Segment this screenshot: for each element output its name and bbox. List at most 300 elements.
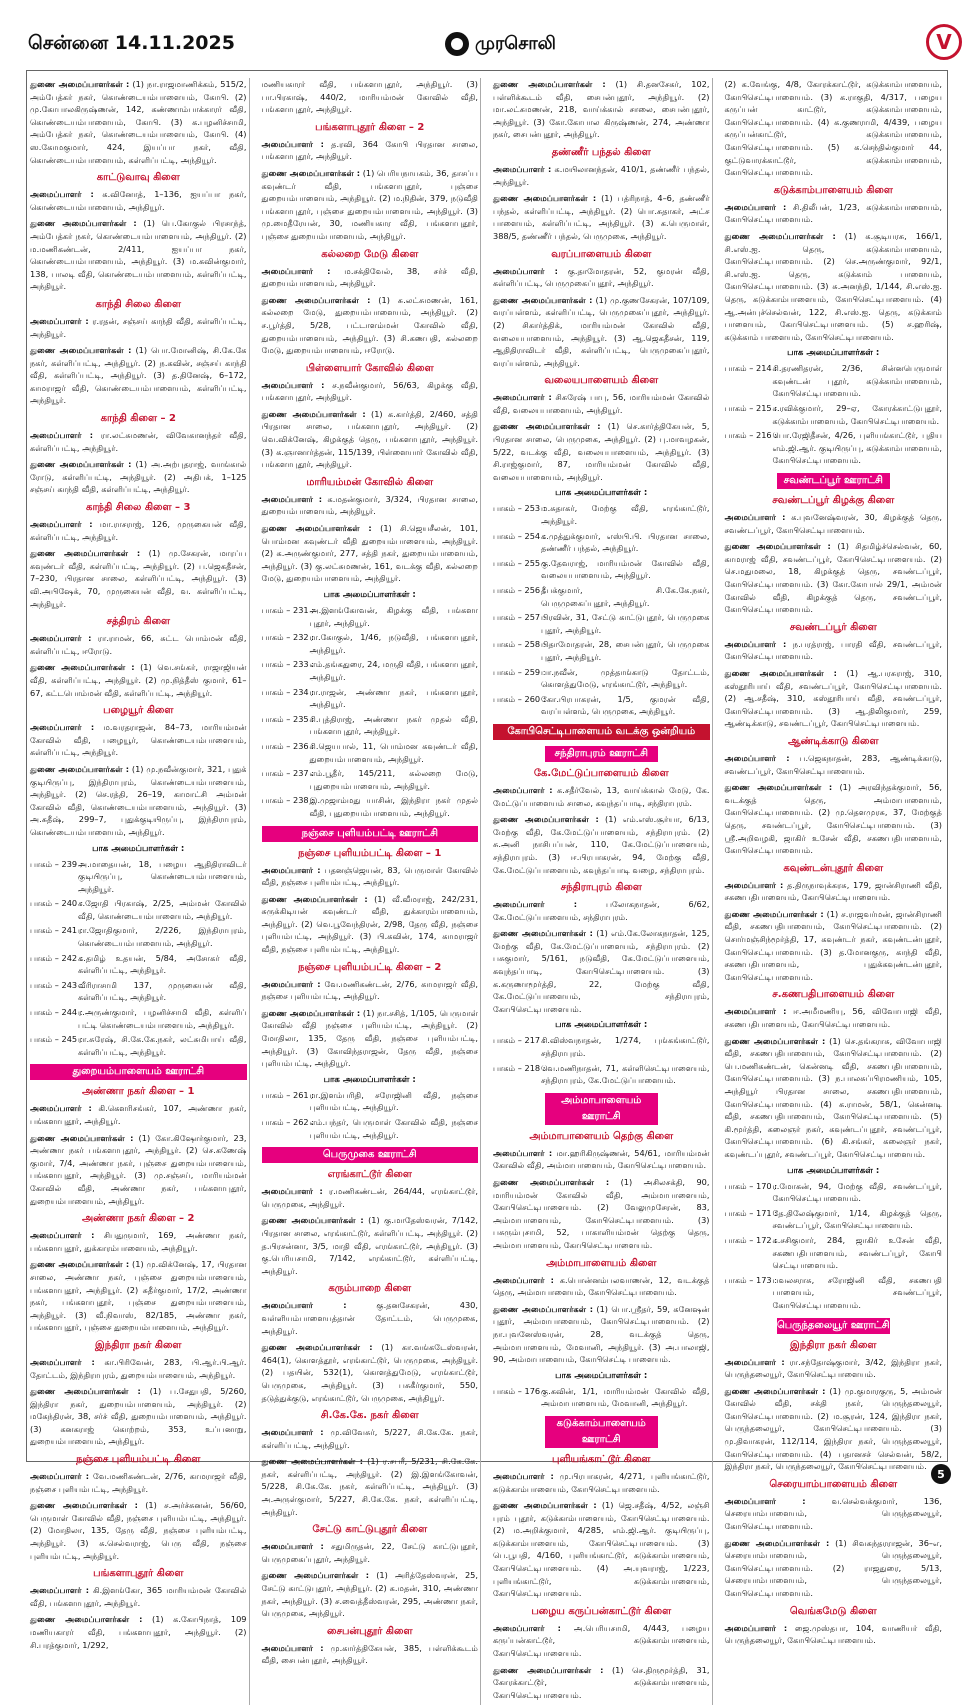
part-organiser-details: அ.இளங்கோவன், கிழக்கு வீதி, பங்களா புதூர், அந்தியூர்.: [309, 605, 478, 628]
part-number: பாகம் – 237 :: [261, 768, 314, 779]
organiser-entry: [262, 978, 479, 1003]
role-label: அமைப்பாளர் :: [493, 1274, 554, 1285]
organiser-entry: [493, 163, 710, 188]
organiser-details: (1) சிவசுந்தரராஜன், 36–எ, செரையாம்பாளையம், பெருந்தலையூர், கோபிசெட்டிபாளையம். (2) ராஜதுரை, 5/13, செரையாம்பாளையம், பெருந்தலையூர், கோபிசெட்டிபாளையம்.: [724, 1537, 942, 1598]
part-organiser-details: தே.திலேஷ்குமார், 1/14, கிழக்குத் தெரு, சவண்டப்பூர், கோபிசெட்டிபாளையம்.: [772, 1207, 942, 1231]
organiser-entry: [725, 908, 943, 984]
organiser-entry: [30, 1385, 247, 1448]
section-subheading: பாக அமைப்பாளர்கள் :: [323, 590, 416, 600]
organiser-entry: [262, 864, 479, 889]
role-label: துணை அமைப்பாளர்கள் :: [30, 763, 129, 774]
organiser-entry: [725, 540, 943, 616]
branch-heading: சந்திராபுரம் கிளை: [560, 882, 642, 894]
organiser-entry: [30, 518, 247, 543]
organiser-entry: [30, 344, 247, 407]
organiser-entry: [30, 1102, 247, 1127]
role-label: அமைப்பாளர் :: [493, 899, 578, 910]
role-label: அமைப்பாளர் :: [724, 752, 790, 763]
organiser-entry: [30, 458, 247, 496]
role-label: அமைப்பாளர் :: [724, 1622, 788, 1633]
role-label: துணை அமைப்பாளர்கள் :: [30, 1500, 138, 1511]
part-organiser-details: ரா.இளம்பரிதி, சரோஜினி வீதி, நஞ்சை புளியம்பட்டி, அந்தியூர்.: [309, 1089, 478, 1113]
organiser-entry: [725, 1537, 943, 1600]
part-number: பாகம் – 261 :: [261, 1089, 314, 1100]
branch-heading: நஞ்சை புளியம்பட்டி கிளை – 1: [298, 847, 442, 859]
section-subheading: பாக அமைப்பாளர்கள் :: [787, 348, 880, 359]
part-organiser-row: [493, 1062, 710, 1087]
organiser-entry: [493, 78, 710, 141]
part-organiser-row: [493, 557, 710, 582]
part-organiser-details: வெ.மணிநாதன், 71, கள்ளிசெட்டிபாளையம், சந்திராபுரம், கே.மேட்டுப்பாளையம்.: [541, 1062, 710, 1086]
union-banner: கோபிசெட்டிபாளையம் வடக்கு ஒன்றியம்: [493, 724, 710, 740]
organiser-entry: [493, 420, 710, 483]
organiser-details: (1) ஆ.பரசுராஜ், 310, கஸ்தூரிபாய் வீதி, சவண்டப்பூர், கோபிசெட்டிபாளையம். (2) ஆ.சதீஷ், 310, கஸ்தூரிபாய் வீதி, சவண்டப்பூர், கோபிசெட்டிபாளையம். (3) ஆ.திலிகுமார், 259, ஆண்டிக்காடு, சவண்டப்பூர், கோபிசெட்டிபாளையம்.: [724, 667, 942, 729]
branch-heading: எரங்காட்டூர் கிளை: [327, 1169, 412, 1181]
role-label: அமைப்பாளர் :: [724, 1356, 785, 1367]
part-organiser-details: ச.ஜோதி பிரகாஷ், 2/25, அம்மன் கோவில் வீதி, கொண்டையம்பாளையம், அந்தியூர்.: [78, 898, 247, 921]
organiser-entry: [30, 547, 247, 610]
organiser-details: (1) சி.தனசேகர், 102, பள்ளிக்கூடம் வீதி, சைபன்புதூர், அந்தியூர். (2) மா.லட்சுமணன், 218, வாய்க்கால் சாலை, சைபன்புதூர், அந்தியூர். (3) கோ.கோபால கிருஷ்ணன், 274, அண்ணா நகர், சைபன்புதூர், அந்தியூர்.: [493, 79, 710, 140]
part-organiser-row: [725, 429, 943, 467]
organiser-entry: [262, 167, 479, 243]
organiser-details: (1) அசிலசக்தி, 90, மாரியம்மன் கோவில் வீதி, அம்மாபாளையம், கோபிசெட்டிபாளையம். (2) வேலுமுசேரன், 83, அம்மாபாளையம், கோபிசெட்டிபாளையம். (3) பசுரும்புசாமி, 52, பாகாளியம்மன் தெற்கு தெரு, அம்மாபாளையம், கோபிசெட்டிபாளையம்.: [493, 1177, 710, 1250]
panchayat-banner: பெருந்தலையூர் ஊராட்சி: [777, 1318, 890, 1334]
role-label: அமைப்பாளர் :: [493, 1622, 561, 1633]
part-number: பாகம் – 214 :: [724, 363, 777, 374]
role-label: அமைப்பாளர் :: [261, 493, 323, 504]
part-number: பாகம் – 258 :: [493, 639, 546, 650]
part-organiser-details: ச.ரவிக்குமார், 29–ஏ, கோரக்காட்டுபுதூர், கடுக்காம்பாளையம், கோபிசெட்டிபாளையம்.: [772, 403, 942, 426]
organiser-entry: [30, 188, 247, 213]
organiser-details: (1) அரவிந்தக்குமார், 56, வடக்குத் தெரு, அம்மாபாளையம், கோபிசெட்டிபாளையம். (2) மு.தெளமுரசு, 37, மேற்குத் தெரு, சவண்டப்பூர், கோபிசெட்டிபாளையம். (3) ஸ்ரீ.அறிவழகி, ஜாகிர் உசேன் வீதி, சகணபதிபாளையம், கோபிசெட்டிபாளையம்.: [724, 782, 943, 856]
organiser-details: (1) கா.வங்கடேஸ்வரன், 464(1), கொளத்தூர், எரங்காட்டூர், பெருமுகை, அந்தியூர். (2) பதயின், 532(1), கொளத்துமேடு, எரங்காட்டூர், பெருமுகை, அந்தியூர். (3) பசுகீர்குமார், 550, தடுத்துக்குடு, எரங்காட்டூர், பெருமுகை, அந்தியூர்.: [261, 1342, 479, 1403]
part-organiser-details: ரா.கோகுல், 1/46, நடுவீதி, பங்களாபுதூர், அந்தியூர்.: [309, 632, 478, 655]
organiser-details: ஈ.அமீமணியு, 56, விவோபாஜி வீதி, சகணபதிபாளையம், கோபிசெட்டிபாளையம்.: [724, 1006, 942, 1030]
role-label: அமைப்பாளர் :: [261, 265, 331, 276]
part-organiser-details: ர.அருண்குமார், பழனிச்சாமி வீதி, கள்ளிப் பட்டி கொண்டையம்பாளையம், அந்தியூர்.: [78, 1007, 247, 1030]
role-label: துணை அமைப்பாளர்கள் :: [493, 1177, 610, 1187]
elephant-emblem-icon: [445, 32, 469, 56]
organiser-details: கு.தாமோதரன், 52, குமரன் வீதி, கள்ளிப்பட்டி, பெருமுகைப்புதூர், அந்தியூர்.: [493, 265, 710, 289]
role-label: அமைப்பாளர் :: [724, 1495, 806, 1506]
branch-heading: காந்தி சிலை கிளை – 3: [86, 502, 191, 514]
part-organiser-details: ர.மோகன், 94, மேற்கு வீதி, சவண்டப்பூர், கோபிசெட்டிபாளையம்.: [772, 1180, 942, 1204]
role-label: துணை அமைப்பாளர்கள் :: [493, 1303, 594, 1314]
organiser-entry: [493, 294, 710, 370]
branch-heading: இந்திரா நகர் கிளை: [790, 1339, 877, 1351]
organiser-details: (1) எம்.எஸ்.சூர்யா, 6/13, மேற்கு வீதி, கே.மேட்டுப்பாளையம், சந்திராபுரம். (2) சு.அனி நாசிபப்பன், 110, கே.மேட்டுப்பாளையம், சந்திராபுரம். (3) ஈ.பிரபாகரன், 94, மேற்கு வீதி, கே.மேட்டுப்பாளையம், கவுந்தப்பாடி வழை, சந்திராபுரம்.: [493, 814, 710, 875]
part-organiser-row: [493, 693, 710, 718]
organiser-details: (1) செ.திருமூர்த்தி, 31, கோரக்காட்டூர், கடுக்காம்பாளையம், கோபிசெட்டிபாளையம்.: [493, 1664, 710, 1700]
organiser-details: சிசுரேஷ் பாபு, 56, மாரியம்மன் கோவில் வீதி, வலையபாளையம், அந்தியூர்.: [493, 392, 710, 415]
organiser-entry: [30, 721, 247, 759]
organiser-entry: [493, 1499, 710, 1600]
organiser-entry: [30, 661, 247, 699]
organiser-details: (1) அ.அற்புதராஜ், வாங்கால் ரோடு, கள்ளிப்பட்டி, அந்தியூர். (2) அதிபக், 1–125 சஞ்சய் காந்தி வீதி, கள்ளிப்பட்டி, அந்தியூர்.: [30, 459, 247, 495]
branch-heading: சவண்டப்பூர் கிளை: [789, 621, 877, 633]
part-number: பாகம் – 255 :: [493, 557, 546, 568]
role-label: துணை அமைப்பாளர்கள் :: [30, 345, 132, 356]
organiser-entry: [262, 1540, 479, 1565]
role-label: அமைப்பாளர் :: [261, 864, 321, 875]
panchayat-banner: துறையம்பாளையம் ஊராட்சி: [30, 1064, 247, 1080]
organiser-entry: [262, 1455, 479, 1518]
organiser-entry: [725, 1005, 943, 1030]
role-label: துணை அமைப்பாளர்கள் :: [493, 421, 601, 432]
role-label: அமைப்பாளர் :: [261, 1541, 324, 1552]
branch-heading: கரும்பாறை கிளை: [328, 1283, 412, 1295]
section-subheading: பாக அமைப்பாளர்கள் :: [323, 1074, 416, 1085]
part-organiser-row: [493, 611, 710, 636]
organiser-entry: [725, 752, 943, 777]
organiser-entry: [262, 1185, 479, 1210]
organiser-details: ம.சக்திவேல், 38, சர்ச் வீதி, துறையம்பாளையம், அந்தியூர்.: [261, 265, 478, 289]
part-organiser-row: [262, 794, 479, 819]
organiser-entry: [262, 1341, 479, 1404]
organiser-details: (1) மு.குமாரகுரு, 5, அம்மன் கோவில் வீதி, சக்தி நகர், பெருந்தலையூர், கோபிசெட்டிபாளையம். (2) ம.சூரன், 124, இந்திரா நகர், பெருந்தலையூர், கோபிசெட்டிபாளையம். (3) மு.திவாகரன், 112/114, இந்திரா நகர், பெருந்தலையூர், கோபிசெட்டிபாளையம். (4) பதானசச் செல்வன், 58/2, இந்திரா நகர், பெருந்தலையூர், கோபிசெட்டிபாளையம்.: [724, 1385, 943, 1472]
part-organiser-details: பொ.ரேஜிதீசன், 4/26, புளியங்காட்டூர், புதிய எம்.ஜி.ஆர். குடியிருப்பு, கடுக்காம்பாளையம், கோபிசெட்டிபாளையம்.: [772, 430, 942, 466]
part-organiser-row: [262, 658, 479, 683]
organiser-entry: [725, 1356, 943, 1381]
organiser-details: (1) செ.தங்கராசு, விவோபாஜி வீதி, சகணபதிபாளையம், கோபிசெட்டிபாளையம். (2) பெ.மணிகண்டன், கென்னடி வீதி, சகணபதிபாளையம், கோபிசெட்டிபாளையம். (3) ந.பாலசுப்பிரமணியம், 105, அந்தியூர் பிரதான சாலை, சகணபதிபாளையம், கோபிசெட்டிபாளையம். (4) க.ராமன், 58/1, கென்னடி வீதி, சகணபதிபாளையம், கோபிசெட்டிபாளையம். (5) கி.மூர்த்தி, கலைஞர் நகர், கவுண்டப்புதூர், சவண்டப்பூர், கோபிசெட்டிபாளையம். (6) கி.சங்கர், கலைஞர் நகர், கவுண்டப்புதூர், சவண்டப்பூர், கோபிசெட்டிபாளையம்.: [724, 1035, 942, 1159]
branch-heading: சத்திரம் கிளை: [106, 616, 171, 628]
part-number: பாகம் – 257 :: [493, 612, 546, 623]
organiser-details: ப.ஜெகநாதன், 283, ஆண்டிக்காடு, சவண்டப்பூர், கோபிசெட்டிபாளையம்.: [724, 752, 942, 776]
part-number: பாகம் – 239 :: [30, 858, 83, 869]
organiser-details: க.மயிலானந்தன், 410/1, தண்ணீர் பந்தல், அந்தியூர்.: [493, 163, 710, 187]
part-organiser-details: பிதாமோதரன், 28, சைபன்புதூர், பெருமுகை புதூர், அந்தியூர்.: [541, 639, 710, 662]
role-label: துணை அமைப்பாளர்கள் :: [30, 1386, 141, 1397]
part-number: பாகம் – 171 :: [724, 1207, 777, 1218]
section-subheading: பாக அமைப்பாளர்கள் :: [555, 488, 648, 499]
role-label: அமைப்பாளர் :: [493, 1147, 553, 1158]
part-organiser-row: [262, 1116, 479, 1141]
organiser-details: (1) சிதமிழ்ச்செல்வன், 60, காமராஜ் வீதி, சவண்டப்பூர், கோபிசெட்டிபாளையம். (2) செ.மதுமலை, 18, கிழக்குத் தெரு, சவண்டப்பூர், கோபிசெட்டிபாளையம். (3) கோ.கோபால் 29/1, அம்மன் கோவில் வீதி, கிழக்குத் தெரு, சவண்டப்பூர், கோபிசெட்டிபாளையம்.: [724, 541, 942, 615]
part-organiser-row: [725, 1207, 943, 1232]
branch-heading: ஆண்டிக்காடு கிளை: [788, 735, 879, 747]
panchayat-banner: சவண்டப்பூர் ஊராட்சி: [777, 473, 890, 489]
role-label: அமைப்பாளர் :: [261, 1300, 347, 1311]
branch-heading: நஞ்சை புளியம்பட்டி கிளை: [76, 1454, 201, 1466]
organiser-entry: [725, 667, 943, 730]
organiser-details: மா.ராசராஜ், 126, முருகையன் வீதி, கள்ளிப்பட்டி, அந்தியூர்.: [30, 519, 247, 542]
part-organiser-row: [262, 604, 479, 629]
part-organiser-row: [725, 402, 943, 427]
part-organiser-details: அ.மாதையன், 18, பழைய ஆதிதிராவிடர் குடியிருப்பு, கொண்டையம்பாளையம், அந்தியூர்.: [78, 858, 247, 894]
organiser-details: (1) வெ.சங்கர், ராஜாஜியன் வீதி, கள்ளிப்பட்டி, அந்தியூர். (2) மு.நித்தீஸ் குமார், 61–67, கட்டபொம்மன் வீதி, கள்ளிப்பட்டி, அந்தியூர்.: [30, 662, 247, 698]
organiser-details: (1) ஜெ.சதீஷ், 4/52, லஞ்சி புரம் புதூர், கடுக்காம்பாளையம், கோபிசெட்டிபாளையம். (2) ம.அறிக்குமார், 4/285, எம்.ஜி.ஆர். குடியிருப்பு, கடுக்காம்பாளையம், கோபிசெட்டிபாளையம். (3) பெ.பூபதி, 4/160, புளியங்காட்டூர், கடுக்காம்பாளையம், கோபிசெட்டிபாளையம். (4) அ.யுவராஜ், 1/223, புளியங்காட்டூர், கடுக்காம்பாளையம், கோபிசெட்டிபாளையம்.: [493, 1500, 710, 1599]
role-label: அமைப்பாளர் :: [261, 978, 321, 989]
part-organiser-row: [262, 631, 479, 656]
organiser-details: க.புவனேஷ்வரன், 30, கிழக்குத் தெரு, சவண்டப்பூர், கோபிசெட்டிபாளையம்.: [724, 512, 942, 535]
part-number: பாகம் – 236 :: [261, 740, 314, 751]
role-label: துணை அமைப்பாளர்கள் :: [261, 1570, 370, 1581]
role-label: அமைப்பாளர் :: [30, 1103, 92, 1114]
organiser-details: (1) எம்.கே.லோகநாதன், 125, மேற்கு வீதி, கே.மேட்டுப்பாளையம், சந்திராபுரம். (2) பசுகுமார், 5/161, நடுவீதி, கே.மேட்டுப்பாளையம், கவுந்தப்பாடி, கோபிசெட்டிபாளையம். (3) க.கருணாமூர்த்தி, 22, மேற்கு வீதி, கே.மேட்டுப்பாளையம், சந்திராபுரம், கோபிசெட்டிபாளையம்.: [493, 928, 710, 1014]
organiser-details: க.வினோத், 1–136, ஐயப்பா நகர், கொண்டையம்பாளையம், அந்தியூர்.: [30, 189, 247, 212]
organiser-entry: [30, 1258, 247, 1334]
part-organiser-details: இ.முஜாம்மது யாசின், இந்திரா நகர் முதல் வீதி, புதுறையம்பாளையம், அந்தியூர்.: [309, 795, 478, 818]
branch-heading: காந்தி கிளை – 2: [100, 413, 176, 425]
part-number: பாகம் – 243 :: [30, 979, 83, 990]
organiser-entry: [30, 1132, 247, 1208]
organiser-details: கி.இளங்கோ, 365 மாரியம்மன் கோவில் வீதி, பங்களாபுதூர், அந்தியூர்.: [30, 1585, 247, 1608]
organiser-details: (1) சி.ஜெயசீலன், 101, பொம்மன கவுண்டர் வீதி துறையம்பாளையம், அந்தியூர். (2) க.அருண்குமார், 277, சத்தி நகர், துறையம்பாளையம், அந்தியூர். (3) கு.லட்சுமணன், 161, வடக்கு வீதி, கல்லறை மேடு, துறையம்பாளையம், அந்தியூர்.: [261, 523, 478, 584]
organiser-entry: [262, 1426, 479, 1451]
organiser-details: க.சதீர்வேல், 13, வாய்க்கால் மேடு, கே. மேட்டுப்பாளையம் சாலை, கவுந்தப்பாடி, சந்திராபுரம்.: [493, 784, 710, 808]
organiser-details: அ.பெரியசாமி, 4/443, பழைய கருப்பன்காட்டூர், கடுக்காம்பாளையம், கோபிசெட்டிபாளையம்.: [493, 1622, 710, 1659]
part-number: பாகம் – 241 :: [30, 925, 83, 936]
organiser-details: சி.திலீபன், 1/23, கடுக்காம்பாளையம், கோபிசெட்டிபாளையம்.: [724, 201, 942, 225]
organiser-entry: [493, 1147, 710, 1172]
organiser-entry: [30, 315, 247, 340]
organiser-details: ரா.ராமன், 66, சுட்ட பொம்மன் வீதி, கள்ளிப்பட்டி, ஈரோடு.: [30, 633, 247, 656]
branch-heading: சவண்டப்பூர் கிழக்கு கிளை: [772, 495, 895, 507]
organiser-details: (1) மு.குணசேகரன், 107/109, வரப்பள்ளம், கள்ளிப்பட்டி, பெருமுகைப்புதூர், அந்தியூர். (2) சிகார்த்திக், மாரியம்மன் கோவில் வீதி, வலையபாளையம், அந்தியூர். (3) ஆ.ஜெகதீசன், 119, ஆதிதிராவிடர் வீதி, கள்ளிப்பட்டி, பெருமுகைப்புதூர், வரப்பள்ளம், அந்தியூர்.: [493, 294, 710, 368]
role-label: துணை அமைப்பாளர்கள் :: [30, 548, 141, 559]
organiser-entry: [725, 1622, 943, 1647]
part-number: பாகம் – 176 :: [493, 1385, 546, 1396]
role-label: அமைப்பாளர் :: [30, 430, 93, 441]
section-subheading: பாக அமைப்பாளர்கள் :: [787, 1165, 880, 1176]
branch-heading: வலையபாளையம் கிளை: [544, 375, 659, 387]
role-label: அமைப்பாளர் :: [724, 638, 787, 649]
organiser-details: மா.ஹரிகிருஷ்ணன், 54/61, மாரியம்மன் கோவில் வீதி, அம்மாபாளையம், கோபிசெட்டிபாளையம்.: [493, 1147, 710, 1171]
organiser-entry: [262, 408, 479, 471]
organiser-details: ர.ரதன், சஞ்சய் காந்தி வீதி, கள்ளிப்பட்டி, அந்தியூர்.: [30, 315, 247, 339]
organiser-details: (1) பொ.மோனிஷ், சி.கே.கே நகர், கள்ளிப்பட்டி, அந்தியூர். (2) ந.கவின், சஞ்சய் காந்தி வீதி, கள்ளிப்பட்டி, அந்தியூர். (3) த.தினேஷ், 6–172, காமராஜர் வீதி, கொண்டையம்பாளையம், கள்ளிப்பட்டி, அந்தியூர்.: [30, 345, 247, 406]
organiser-details: ஜை.முஸ்தபா, 104, வாணியர் வீதி, பெருந்தலையூர், கோபிசெட்டிபாளையம்.: [724, 1622, 942, 1646]
part-organiser-row: [493, 584, 710, 609]
column-2: [262, 78, 482, 1705]
part-organiser-row: [493, 530, 710, 555]
part-organiser-row: [30, 952, 247, 977]
part-organiser-row: [725, 1234, 943, 1272]
role-label: அமைப்பாளர் :: [30, 722, 95, 733]
branch-heading: சேட்டு காட்டுபுதூர் கிளை: [312, 1524, 428, 1536]
organiser-entry: [725, 638, 943, 663]
part-number: பாகம் – 259 :: [493, 666, 546, 677]
organiser-entry: [262, 1007, 479, 1070]
organiser-entry: [262, 493, 479, 518]
organiser-entry: [725, 879, 943, 904]
branch-heading: சி.கே.கே. நகர் கிளை: [320, 1410, 419, 1422]
organiser-details: வே.மணிகண்டன், 2/76, காமராஜர் வீதி, நஞ்சை புளியம்பட்டி, அந்தியூர்.: [261, 978, 478, 1002]
role-label: அமைப்பாளர் :: [30, 1471, 90, 1482]
organiser-entry: [493, 1664, 710, 1702]
column-3: [493, 78, 713, 1705]
role-label: துணை அமைப்பாளர்கள் :: [724, 908, 824, 919]
part-organiser-details: பவலசராசு, சரோஜினி வீதி, சகணபதி பாளையம், சவண்டப்பூர், கோபிசெட்டிபாளையம்.: [772, 1274, 942, 1310]
part-organiser-details: கோ.பிரபாகரன், 1/5, குமரன் வீதி, வரப்பள்ளம், பெருமுகை, அந்தியூர்.: [541, 693, 710, 717]
organiser-details: ர.மணிகண்டன், 264/44, எரங்காட்டூர், பெருமுகை, அந்தியூர்.: [261, 1186, 478, 1209]
branch-heading: சைபன்புதூர் கிளை: [326, 1625, 413, 1637]
role-label: துணை அமைப்பாளர்கள் :: [493, 193, 597, 204]
organiser-entry: [30, 1613, 247, 1651]
organiser-entry: [30, 78, 247, 166]
role-label: துணை அமைப்பாளர்கள் :: [724, 1385, 826, 1396]
section-subheading: பாக அமைப்பாளர்கள் :: [555, 1370, 648, 1381]
part-organiser-details: தீபக்குமார், சி.கே.கே.நகர், பெருமுகைப்புதூர், அந்தியூர்.: [541, 585, 710, 608]
part-organiser-details: சி.ஜெயபால், 11, பொம்மன கவுண்டர் வீதி, துறையம்பாளையம், அந்தியூர்.: [309, 740, 478, 764]
part-number: பாகம் – 170 :: [724, 1180, 777, 1191]
organiser-details: மு.பிரபாகரன், 4/271, புளியங்காட்டூர், கடுக்காம்பாளையம், கோபிசெட்டிபாளையம்.: [493, 1470, 710, 1494]
organiser-details: (1) க.கோபிநாத், 109 மணியகாரர் வீதி, பங்களாபுதூர், அந்தியூர். (2) சி.பரத்குமார், 1/292,: [30, 1614, 247, 1650]
branch-heading: நஞ்சை புளியம்பட்டி கிளை – 2: [298, 961, 442, 973]
panchayat-banner: சந்திராபுரம் ஊராட்சி: [545, 746, 658, 762]
organiser-entry: [493, 192, 710, 242]
part-organiser-details: எம்.பூதீர், 145/211, கல்லறை மேடு, புதுறையம்பாளையம், அந்தியூர்.: [309, 768, 478, 791]
branch-heading: இந்திரா நகர் கிளை: [95, 1339, 182, 1351]
role-label: அமைப்பாளர் :: [724, 1006, 787, 1017]
part-organiser-row: [30, 979, 247, 1004]
part-organiser-row: [493, 1385, 710, 1410]
part-number: பாகம் – 172 :: [724, 1234, 777, 1245]
organiser-details: சதுமிருதன், 22, சேட்டு காட்டுபுதூர், பெருமுகைப்புதூர், அந்தியூர்.: [261, 1541, 478, 1564]
organiser-entry: [262, 893, 479, 956]
branch-heading: பங்களாபுதூர் கிளை: [93, 1568, 184, 1580]
organiser-details: (1) கோ.கிஷோர்குமார், 23, அண்ணா நகர் பங்களாபுதூர், அந்தியூர். (2) செ.கணேஷ் குமார், 7/4, அண்ணா நகர், புஞ்சை துறையம்பாளையம், பங்களாபுதூர், அந்தியூர். (3) மு.சஞ்சய், மாரியம்மன் கோவில் வீதி, அண்ணா நகர், பங்களாபுதூர், துறையம்பாளையம், அந்தியூர்.: [30, 1132, 247, 1206]
organiser-entry: [725, 781, 943, 857]
part-organiser-row: [725, 1180, 943, 1205]
organiser-details: வ.செல்வக்குமார், 136, செரையாம்பாளையம், பெருந்தலையூர், கோபிசெட்டிபாளையம்.: [724, 1495, 942, 1532]
organiser-entry: [262, 265, 479, 290]
part-organiser-details: கு.தேவராஜ், மாரியம்மன் கோவில் வீதி, வலையபாளையம், அந்தியூர்.: [541, 557, 710, 581]
organiser-details: க.மதன்குமார், 3/324, பிரதான சாலை, துறையம்பாளையம், அந்தியூர்.: [261, 493, 478, 517]
part-number: பாகம் – 242 :: [30, 952, 83, 963]
branch-heading: பங்களாபுதூர் கிளை – 2: [315, 121, 425, 133]
organiser-details: (1) ச.ராஜவர்மன், ஜான்சிராணி வீதி, சகணபதிபாளையம், கோபிசெட்டிபாளையம். (2) சொர்மஞ்சிந்மூர்த்தி, 17, கவுண்டர் நகர், கவுண்டன்புதூர், கோபிசெட்டிபாளையம். (3) த.மோனகுரு, காந்தி வீதி, சகணபதிபாளையம், புதுக்கவுண்டன்புதூர், கோபிசெட்டிபாளையம்.: [724, 908, 942, 982]
branch-heading: செரையாம்பாளையம் கிளை: [769, 1478, 898, 1490]
page-number: 5: [931, 1464, 951, 1484]
masthead: [20, 22, 962, 66]
role-label: அமைப்பாளர் :: [261, 138, 324, 149]
organiser-details: மு.விவேசுர், 5/227, சி.கே.கே. நகர், கள்ளிப்பட்டி, அந்தியூர்.: [261, 1427, 478, 1450]
organiser-details: (1) பத்ரிநாத், 4–6, தண்ணீர் பந்தல், கள்ளிப்பட்டி, அந்தியூர். (2) பொ.சுதாகர், அட்ச பாளையம், கள்ளிப்பட்டி, அந்தியூர். (3) க.பெருமாள், 388/5, தண்ணீர் பந்தல், பெருமுகை, அந்தியூர்.: [493, 193, 710, 241]
organiser-details: ம.வரதராஜன், 84–73, மாரியம்மன் கோவில் வீதி, பழையூர், கொண்டையம்பாளையம், கள்ளிப்பட்டி, அந்தியூர்.: [30, 722, 247, 758]
part-organiser-details: வீரிராசாமி 137, முருகையன் வீதி, கள்ளிப்பட்டி, அந்தியூர்.: [78, 979, 247, 1003]
organiser-details: (1) மு.விக்னேஷ், 17, பிரதான சாலை, அண்ணா நகர், புஞ்சை துறையம்பாளையம், பங்களாபுதூர், அந்தியூர். (2) சுதீர்குமார், 17/2, அண்ணா நகர், பங்களாபுதூர், புஞ்சை துறையம்பாளையம், அந்தியூர். (3) வீ.நிவாஸ், 82/185, அண்ணா நகர், பங்களாபுதூர், புஞ்சை துறையம்பாளையம், அந்தியூர்.: [30, 1259, 247, 1333]
role-label: அமைப்பாளர் :: [261, 1427, 324, 1438]
organiser-entry: [262, 1642, 479, 1667]
role-label: துணை அமைப்பாளர்கள் :: [493, 1500, 597, 1511]
part-organiser-details: கு.கவின், 1/1, மாரியம்மன் கோவில் வீதி, அம்மாபாளையம், மேவானி, அந்தியூர்.: [541, 1385, 710, 1409]
organiser-details: த.ரவி, 364 கோபி பிரதான சாலை, பங்களாபுதூர், அந்தியூர்.: [261, 138, 478, 162]
branch-heading: பழையூர் கிளை: [103, 705, 174, 717]
organiser-details: கி.கௌரிசங்கர், 107, அண்ணா நகர், பங்களாபுதூர், அந்தியூர்.: [30, 1103, 247, 1126]
section-subheading: பாக அமைப்பாளர்கள் :: [555, 1020, 648, 1031]
article-columns: [30, 78, 944, 1700]
organiser-details: (1) நா.ராஜமாணிக்கம், 515/2, அம்பேத்கர் நகர், கொண்டையம்பாளையம், கோபி. (2) மு.கோபாலகிருஷ்ணன், 142, கண்ணாம்பாக்காரர் வீதி, கொண்டையம்பாளையம், கோபி. (3) க.பழனிச்சாமி, அம்பேத்கர் நகர், கொண்டையம்பாளையம், கோபி. (4) ஸ.கோமகுமார், 424, இயப்பா நகர், வீதி, கொண்டையம்பாளையம், கள்ளிப்பட்டி, அந்தியூர்.: [30, 79, 247, 165]
organiser-entry: [725, 78, 943, 179]
organiser-entry: [262, 1214, 479, 1277]
part-organiser-row: [725, 362, 943, 400]
paper-title: [445, 32, 556, 56]
role-label: அமைப்பாளர் :: [30, 1356, 95, 1367]
role-label: அமைப்பாளர் :: [261, 1186, 323, 1197]
branch-heading: காட்டுவாவு கிளை: [96, 172, 180, 184]
organiser-entry: [30, 1229, 247, 1254]
organiser-details: மணியகாரர் வீதி, பங்களாபுதூர், அந்தியூர். (3) பா.பிரகாஷ், 440/2, மாரியம்மன் கோவில் வீதி, பங்களாபுதூர், அந்தியூர்.: [261, 79, 478, 115]
organiser-details: (1) கு.மாதேஸ்வரன், 7/142, பிரதான சாலை, எரங்காட்டூர், கள்ளிப்பட்டி, அந்தியூர். (2) த.பிரசன்னா, 3/5, மாதி வீதி, எரங்காட்டூர், அந்தியூர். (3) கு.பெரியசாமி, 7/142, எரங்காட்டூர், கள்ளிப்பட்டி, அந்தியூர்.: [261, 1215, 479, 1276]
part-number: பாகம் – 260 :: [493, 693, 546, 704]
role-label: துணை அமைப்பாளர்கள் :: [30, 1132, 134, 1143]
part-number: பாகம் – 217 :: [493, 1035, 546, 1046]
role-label: துணை அமைப்பாளர்கள் :: [261, 408, 366, 419]
role-label: அமைப்பாளர் :: [724, 879, 784, 890]
organiser-entry: [725, 1495, 943, 1533]
organiser-entry: [493, 265, 710, 290]
organiser-entry: [262, 294, 479, 357]
organiser-details: பலோகநாதன், 6/62, கே.மேட்டுப்பாளையம், சந்திராபுரம்.: [493, 899, 710, 922]
part-organiser-details: சி.புத்திராஜ், அண்ணா நகர் முதல் வீதி, பங்களாபுதூர், அந்தியூர்.: [309, 713, 478, 737]
organiser-entry: [725, 511, 943, 536]
role-label: அமைப்பாளர் :: [30, 1230, 95, 1241]
organiser-details: ரா.சந்தோஷ்குமார், 3/42, இந்திரா நகர், பெருந்தலையூர், கோபிசெட்டிபாளையம்.: [724, 1356, 942, 1380]
organiser-entry: [30, 429, 247, 454]
panchayat-banner: கடுக்காம்பாளையம் ஊராட்சி: [545, 1416, 658, 1448]
organiser-details: (1) நா.சசித், 1/105, பெருமாள் கோவில் வீதி நஞ்சை புளியம்பட்டி, அந்தியூர். (2) மோதிலா, 135, தேரு வீதி, நஞ்சை புளியம்பட்டி, அந்தியூர். (3) கோவிந்தராஜன், தேரு வீதி, நஞ்சை புளியம்பட்டி, அந்தியூர்.: [261, 1007, 478, 1069]
part-organiser-row: [30, 897, 247, 922]
organiser-details: (1) க.கார்த்தி, 2/460, சத்தி பிரதான சாலை, பங்களாபுதூர், அந்தியூர். (2) வெ.விக்னேஷ், கிழக்குத் தெரு, பங்களாபுதூர், அந்தியூர். (3) க.ஞானார்த்தன், 115/139, பிள்ளையார் கோவில் வீதி, பங்களாபுதூர், அந்தியூர்.: [261, 408, 478, 470]
part-number: பாகம் – 173 :: [724, 1274, 777, 1285]
role-label: துணை அமைப்பாளர்கள் :: [724, 541, 831, 552]
organiser-entry: [493, 391, 710, 416]
branch-heading: புளியங்காட்டூர் கிளை: [552, 1453, 651, 1465]
part-organiser-row: [262, 1089, 479, 1114]
role-label: துணை அமைப்பாளர்கள் :: [261, 893, 368, 904]
role-label: துணை அமைப்பாளர்கள் :: [261, 1007, 361, 1018]
part-organiser-row: [30, 1006, 247, 1031]
part-organiser-details: சி.தரணிதரன், 2/36, சின்னபெருமாள் கவுண்டன் புதூர், கடுக்காம்பாளையம், கோபிசெட்டிபாளையம்.: [772, 363, 942, 399]
role-label: துணை அமைப்பாளர்கள் :: [261, 1342, 373, 1353]
part-organiser-row: [725, 1274, 943, 1312]
organiser-details: க.பொன்னம்பலவாணன், 12, வடக்குத் தெரு, அம்மாபாளையம், கோபிசெட்டிபாளையம்.: [493, 1274, 710, 1298]
organiser-entry: [725, 201, 943, 226]
organiser-details: சிபதுருமார், 169, அண்ணா நகர், பங்களாபுதூர், துக்காரம்பாளையம், அந்தியூர்.: [30, 1230, 247, 1253]
organiser-details: (1) ப.சேதுபதி, 5/260, இந்திரா நகர், துறையம்பாளையம், அந்தியூர். (2) மகேந்திரன், 38, சர்ச் வீதி, துறையம்பாளையம், அந்தியூர். (3) கனகராஜ் கொற்றம், 353, உப்பனாறு, துறையம்பாளையம், அந்தியூர்.: [30, 1386, 247, 1447]
role-label: அமைப்பாளர் :: [261, 379, 325, 390]
part-number: பாகம் – 240 :: [30, 898, 83, 909]
role-label: துணை அமைப்பாளர்கள் :: [493, 814, 599, 825]
organiser-details: வே.மணிகண்டன், 2/76, காமராஜர் வீதி, நஞ்சை புளியம்பட்டி, அந்தியூர்.: [30, 1471, 247, 1494]
part-number: பாகம் – 253 :: [493, 503, 546, 514]
part-number: பாகம் – 233 :: [261, 659, 314, 670]
role-label: துணை அமைப்பாளர்கள் :: [30, 1614, 143, 1625]
organiser-entry: [30, 1356, 247, 1381]
branch-heading: பிள்ளையார் கோவில் கிளை: [305, 362, 434, 374]
organiser-details: (1) மு.சேகரன், மாரப்ப கவுண்டர் வீதி, கள்ளிப்பட்டி, அந்தியூர். (2) ப.ஜெகதீசன், 7–230, பிரதான சாலை, கள்ளிப்பட்டி, அந்தியூர். (3) வி.அபிஷேக், 70, முருகையன் வீதி, வ. கள்ளிப்பட்டி, அந்தியூர்.: [30, 548, 247, 609]
role-label: அமைப்பாளர் :: [30, 519, 93, 530]
branch-heading: காந்தி சிலை கிளை: [95, 298, 181, 310]
organiser-details: (1) பெரியநாயகம், 36, தாசப்ப கவுண்டர் வீதி, பங்களாபுதூர், புஞ்சை துறையம்பாளையம், அந்தியூர். (2) ம.நிதின், 379, நடுவீதி பங்களாபுதூர், புஞ்சை துறையம்பாளையம், அந்தியூர். (3) மு.மைதீரேயன், 30, மணியகார வீதி, பங்களாபுதூர், புஞ்சை துறையம்பாளையம், அந்தியூர்.: [261, 167, 478, 241]
role-label: அமைப்பாளர் :: [30, 315, 89, 326]
role-label: அமைப்பாளர் :: [493, 1470, 554, 1481]
part-organiser-row: [30, 924, 247, 949]
part-organiser-details: க.சசிகுமார், 284, ஜாகிர் உசேன் வீதி, சகணபதிபாளையம், சவண்டப்பூர், கோபி செட்டிபாளையம்.: [772, 1234, 942, 1271]
organiser-entry: [30, 763, 247, 839]
role-label: அமைப்பாளர் :: [493, 784, 553, 795]
part-organiser-details: சி.விஸ்வநாதன், 1/274, புங்கங்காட்டூர், சந்திராபுரம்.: [541, 1035, 710, 1059]
organiser-details: (1) சு.லட்சுமணன், 161, கல்லறை மேடு, துறையம்பாளையம், அந்தியூர். (2) ச.பூர்த்தி, 5/28, பட்டாளம்மன் கோவில் வீதி, துறையம்பாளையம், அந்தியூர். (3) சி.கணபதி, கல்லறை மேடு, துறையம்பாளையம், ஈரோடு.: [261, 294, 478, 356]
branch-heading: தண்ணீர் பந்தல் கிளை: [551, 146, 651, 158]
organiser-entry: [493, 1303, 710, 1366]
organiser-entry: [30, 1584, 247, 1609]
part-organiser-details: ம.சுதாகர், மேற்கு வீதி, எரங்காட்டூர், அந்தியூர்.: [541, 503, 710, 527]
dateline: சென்னை 14.11.2025: [28, 32, 235, 54]
part-organiser-row: [493, 666, 710, 691]
organiser-details: (1) பெ.கோகுல் பிரசாந்த், அம்பேத்கர் நகர், கொண்டையம்பாளையம், அந்தியூர். (2) ம.மணிகண்டன், 2/411, ஐயப்பா நகர், கொண்டையம்பாளையம், அந்தியூர். (3) ம.கவின்குமார், 138, பாலடி வீதி, கொண்டையம்பாளையம், கள்ளிப்பட்டி, அந்தியூர்.: [30, 218, 247, 292]
